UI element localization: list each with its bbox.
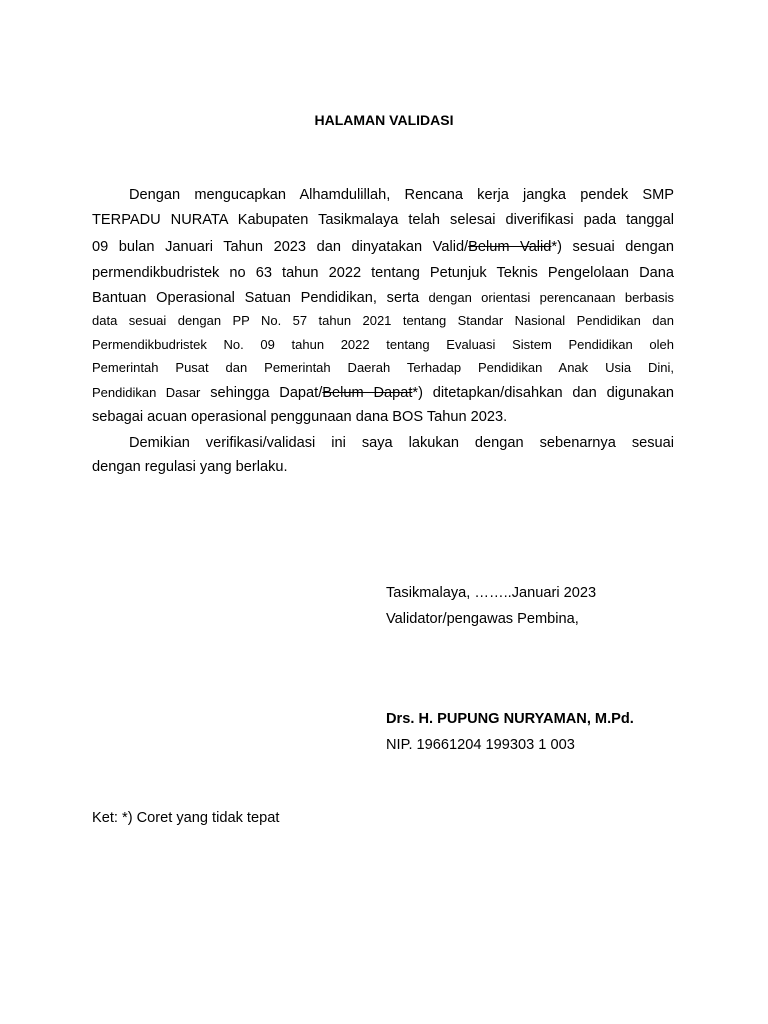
line-text: Bantuan Operasional Satuan Pendidikan, serta: [92, 290, 420, 306]
line-text: 09 bulan Januari Tahun 2023 dan dinyatakan Valid/: [92, 239, 469, 255]
footnote: Ket: *) Coret yang tidak tepat: [92, 810, 280, 826]
paragraph-line: [92, 384, 674, 402]
signature-place-date: Tasikmalaya, ……..Januari 2023: [386, 585, 597, 601]
line-text: dengan orientasi perencanaan berbasis: [419, 290, 674, 305]
line-text: *) sesuai dengan: [551, 239, 674, 255]
paragraph-line: [92, 289, 674, 307]
paragraph-line: data sesuai dengan PP No. 57 tahun 2021 tentang Standar Nasional Pendidikan dan: [92, 313, 674, 328]
signatory-nip: NIP. 19661204 199303 1 003: [386, 737, 575, 753]
signatory-name: Drs. H. PUPUNG NURYAMAN, M.Pd.: [386, 711, 634, 727]
paragraph-line: Pemerintah Pusat dan Pemerintah Daerah Terhadap Pendidikan Anak Usia Dini,: [92, 360, 674, 375]
paragraph-line: TERPADU NURATA Kabupaten Tasikmalaya telah selesai diverifikasi pada tanggal: [92, 212, 674, 228]
paragraph-line: dengan regulasi yang berlaku.: [92, 459, 288, 475]
struck-option: Belum Valid: [468, 239, 552, 255]
document-title: HALAMAN VALIDASI: [314, 112, 454, 128]
line-text: sehingga Dapat/: [200, 385, 323, 401]
paragraph-line: Permendikbudristek No. 09 tahun 2022 tentang Evaluasi Sistem Pendidikan oleh: [92, 337, 674, 352]
paragraph-line: sebagai acuan operasional penggunaan dana BOS Tahun 2023.: [92, 409, 508, 425]
signature-role: Validator/pengawas Pembina,: [386, 611, 579, 627]
line-text: *) ditetapkan/disahkan dan digunakan: [412, 385, 674, 401]
paragraph-line: Demikian verifikasi/validasi ini saya lakukan dengan sebenarnya sesuai: [129, 435, 674, 451]
paragraph-line: [92, 238, 674, 256]
paragraph-line: permendikbudristek no 63 tahun 2022 tentang Petunjuk Teknis Pengelolaan Dana: [92, 265, 674, 281]
line-text: Pendidikan Dasar: [92, 385, 201, 400]
paragraph-line: Dengan mengucapkan Alhamdulillah, Rencana kerja jangka pendek SMP: [129, 187, 674, 203]
struck-option: Belum Dapat: [322, 385, 413, 401]
